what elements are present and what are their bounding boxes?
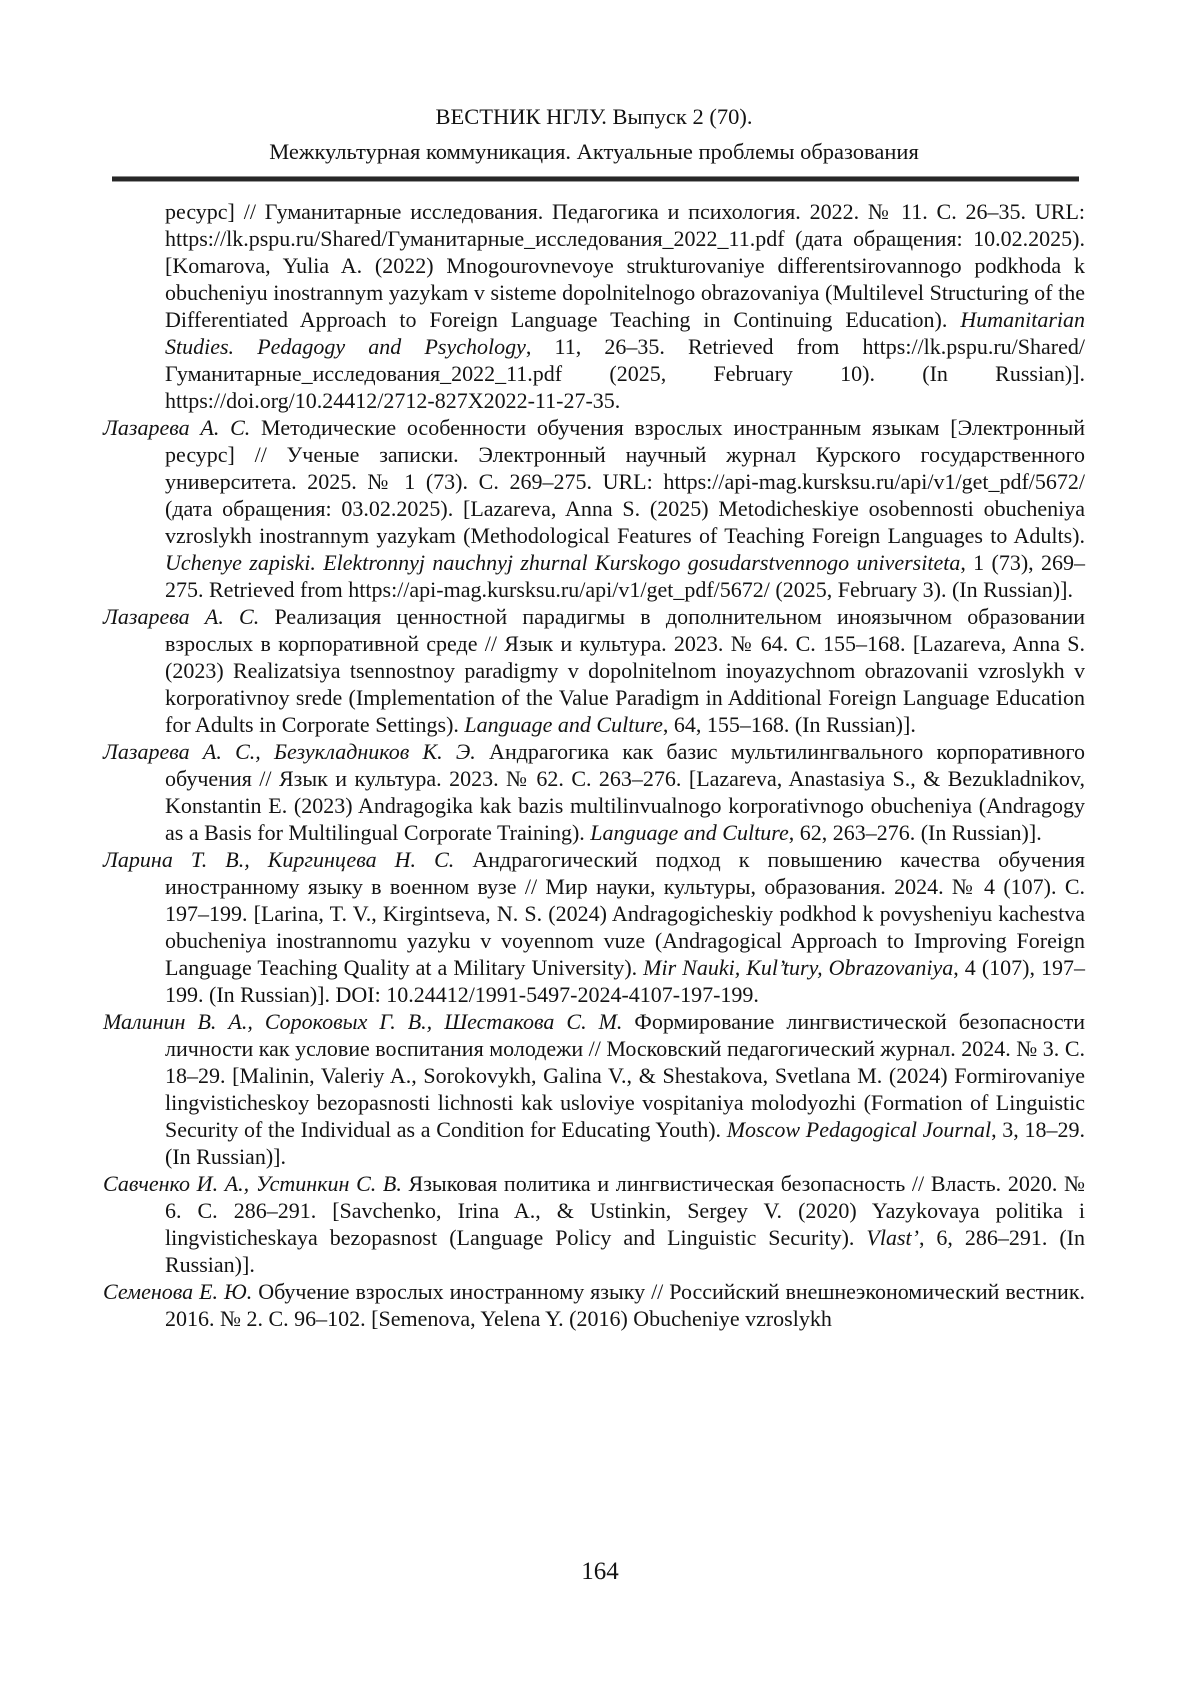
reference-italic-segment: Лазарева А. С. [103, 415, 251, 440]
reference-italic-segment: Language and Culture [590, 820, 789, 845]
reference-italic-segment: Малинин В. А., Сороковых Г. В., Шестакова С. М. [103, 1009, 623, 1034]
reference-italic-segment: Humanitarian Studies. Pedagogy and Psychology [165, 307, 1085, 359]
reference-text-segment: , 1 (73), 269–275. Retrieved from https://api-mag.kursksu.ru/api/v1/get_pdf/5672/ (2025, February 3). (In Russian)]. [165, 550, 1085, 602]
reference-entry [103, 738, 1085, 846]
reference-text-segment: Реализация ценностной парадигмы в дополнительном иноязычном образовании взрослых в корпоративной среде // Язык и культура. 2023. № 64. С. 155–168. [Lazareva, Anna S. (2023) Realizatsiya tsennostnoy paradigmy v dopolnitelnom inoyazychnom obrazovanii vzroslykh v korporativnoy srede (Implementation of the Value Paradigm in Additional Foreign Language Education for Adults in Corporate Settings). [165, 604, 1086, 737]
reference-italic-segment: Language and Culture [464, 712, 663, 737]
reference-text-segment: Методические особенности обучения взрослых иностранным языкам [Электронный ресурс] // Ученые записки. Электронный научный журнал Курского государственного университета. 2025. № 1 (73). С. 269–275. URL: https://api-mag.kursksu.ru/api/v1/get_pdf/5672/ (дата обращения: 03.02.2025). [Lazareva, Anna S. (2025) Metodicheskiye osobennosti obucheniya vzroslykh inostrannym yazykam (Methodological Features of Teaching Foreign Languages to Adults). [165, 415, 1085, 548]
reference-text-segment: Андрагогика как базис мультилингвального корпоративного обучения // Язык и культура. 2023. № 62. С. 263–276. [Lazareva, Anastasiya S., & Bezukladnikov, Konstantin E. (2023) Andragogika kak bazis multilinvualnogo korporativnogo obucheniya (Andragogy as a Basis for Multilingual Corporate Training). [165, 739, 1086, 845]
reference-italic-segment: Uchenye zapiski. Elektronnyj nauchnyj zhurnal Kurskogo gosudarstvennogo universiteta [165, 550, 961, 575]
reference-text-segment: Формирование лингвистической безопасности личности как условие воспитания молодежи // Московский педагогический журнал. 2024. № 3. С. 18–29. [Malinin, Valeriy A., Sorokovykh, Galina V., & Shestakova, Svetlana M. (2024) Formirovaniye lingvisticheskoy bezopasnosti lichnosti kak usloviye vospitaniya molodyozhi (Formation of Linguistic Security of the Individual as a Condition for Educating Youth). [165, 1009, 1086, 1142]
header-rule [112, 176, 1079, 182]
reference-italic-segment: Лазарева А. С., Безукладников К. Э. [103, 739, 476, 764]
reference-text-segment: ресурс] // Гуманитарные исследования. Педагогика и психология. 2022. № 11. С. 26–35. URL: https://lk.pspu.ru/Shared/Гуманитарные_исследования_2022_11.pdf (дата обращения: 10.02.2025). [Komarova, Yulia A. (2022) Mnogourovnevoye strukturovaniye differentsirovannogo podkhoda k obucheniyu inostrannym yazykam v sisteme dopolnitelnogo obrazovaniya (Multilevel Structuring of the Differentiated Approach to Foreign Language Teaching in Continuing Education). [165, 199, 1085, 332]
reference-italic-segment: Ларина Т. В., Киргинцева Н. С. [103, 847, 455, 872]
reference-italic-segment: Савченко И. А., Устинкин С. В. [103, 1171, 402, 1196]
reference-entry [103, 414, 1085, 603]
reference-text-segment: Андрагогический подход к повышению качества обучения иностранному языку в военном вузе // Мир науки, культуры, образования. 2024. № 4 (107). С. 197–199. [Larina, T. V., Kirgintseva, N. S. (2024) Andragogicheskiy podkhod k povysheniyu kachestva obucheniya inostrannomu yazyku v voyennom vuze (Andragogical Approach to Improving Foreign Language Teaching Quality at a Military University). [165, 847, 1085, 980]
reference-text-segment: , 4 (107), 197–199. (In Russian)]. DOI: 10.24412/1991-5497-2024-4107-197-199. [165, 955, 1085, 1007]
reference-text-segment: , 62, 263–276. (In Russian)]. [788, 820, 1042, 845]
reference-entry [103, 1170, 1085, 1278]
reference-italic-segment: Лазарева А. С. [103, 604, 260, 629]
reference-text-segment: Обучение взрослых иностранному языку // Российский внешнеэкономический вестник. 2016. № 2. С. 96–102. [Semenova, Yelena Y. (2016) Obucheniye vzroslykh [165, 1279, 1086, 1331]
reference-entry [103, 1008, 1085, 1170]
page-number: 164 [581, 1558, 619, 1585]
journal-header [103, 99, 1085, 169]
reference-entry [103, 198, 1085, 414]
reference-text-segment: , 3, 18–29. (In Russian)]. [165, 1117, 1086, 1169]
journal-header-line1: ВЕСТНИК НГЛУ. Выпуск 2 (70). [435, 104, 753, 129]
reference-text-segment: , 64, 155–168. (In Russian)]. [662, 712, 916, 737]
reference-italic-segment: Семенова Е. Ю. [103, 1279, 253, 1304]
reference-italic-segment: Vlast’ [866, 1225, 919, 1250]
reference-text-segment: Языковая политика и лингвистическая безопасность // Власть. 2020. № 6. С. 286–291. [Savchenko, Irina A., & Ustinkin, Sergey V. (2020) Yazykovaya politika i lingvisticheskaya bezopasnost (Language Policy and Linguistic Security). [165, 1171, 1085, 1250]
reference-italic-segment: Moscow Pedagogical Journal [726, 1117, 992, 1142]
reference-italic-segment: Mir Nauki, Kul’tury, Obrazovaniya [643, 955, 954, 980]
reference-text-segment: , 6, 286–291. (In Russian)]. [165, 1225, 1085, 1277]
reference-entry [103, 846, 1085, 1008]
reference-text-segment: , 11, 26–35. Retrieved from https://lk.pspu.ru/Shared/Гуманитарные_исследования_2022_11.pdf (2025, February 10). (In Russian)]. https://doi.org/10.24412/2712-827X2022-11-27-35. [165, 334, 1085, 413]
reference-entry [103, 603, 1085, 738]
page-content [103, 99, 1085, 1332]
journal-header-line2: Межкультурная коммуникация. Актуальные проблемы образования [269, 139, 919, 164]
references-list [103, 198, 1085, 1332]
reference-entry [103, 1278, 1085, 1332]
